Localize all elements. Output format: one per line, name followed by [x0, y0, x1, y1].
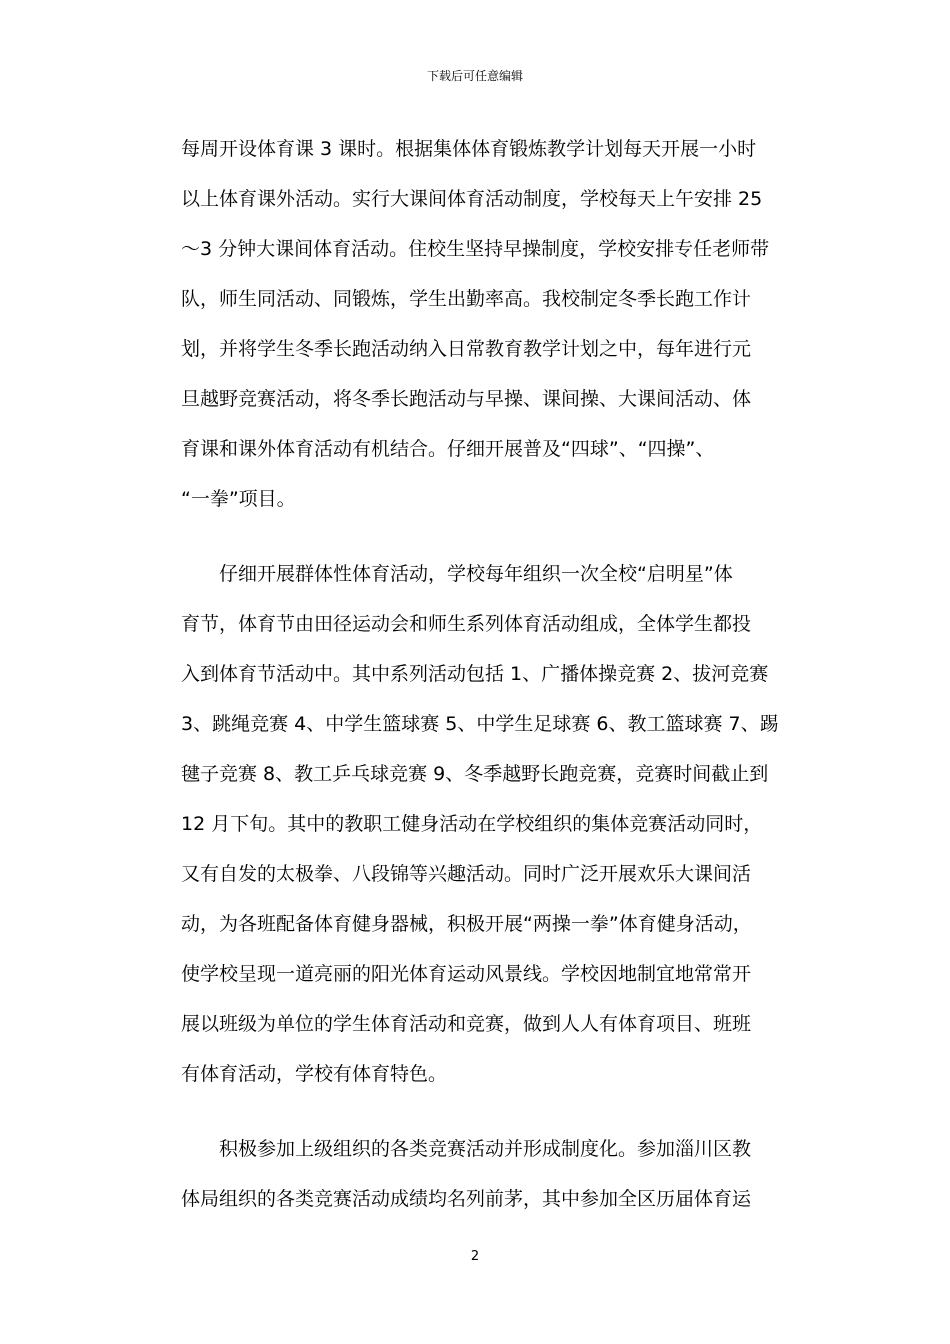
- text-line: 划，并将学生冬季长跑活动纳入日常教育教学计划之中，每年进行元: [181, 338, 752, 360]
- text-line: 旦越野竞赛活动，将冬季长跑活动与早操、课间操、大课间活动、体: [181, 388, 752, 410]
- text-line: 展以班级为单位的学生体育活动和竞赛，做到人人有体育项目、班班: [181, 1013, 752, 1035]
- text-line: 育节，体育节由田径运动会和师生系列体育活动组成，全体学生都投: [181, 613, 752, 635]
- text-line: 3、跳绳竞赛 4、中学生篮球赛 5、中学生足球赛 6、教工篮球赛 7、踢: [181, 713, 779, 735]
- text-line: 有体育活动，学校有体育特色。: [181, 1063, 448, 1085]
- text-line: 毽子竞赛 8、教工乒乓球竞赛 9、冬季越野长跑竞赛，竞赛时间截止到: [181, 763, 769, 785]
- text-line: “一拳”项目。: [181, 488, 296, 510]
- text-line: ～3 分钟大课间体育活动。住校生坚持早操制度，学校安排专任老师带: [181, 238, 770, 260]
- text-line: 又有自发的太极拳、八段锦等兴趣活动。同时广泛开展欢乐大课间活: [181, 863, 752, 885]
- text-line: 队，师生同活动、同锻炼，学生出勤率高。我校制定冬季长跑工作计: [181, 288, 752, 310]
- text-line: 以上体育课外活动。实行大课间体育活动制度，学校每天上午安排 25: [181, 188, 763, 210]
- text-line: 每周开设体育课 3 课时。根据集体体育锻炼教学计划每天开展一小时: [181, 138, 757, 160]
- text-line: 入到体育节活动中。其中系列活动包括 1、广播体操竞赛 2、拔河竞赛: [181, 663, 769, 685]
- text-line: 仔细开展群体性体育活动，学校每年组织一次全校“启明星”体: [219, 563, 733, 585]
- text-line: 育课和课外体育活动有机结合。仔细开展普及“四球”、“四操”、: [181, 438, 715, 460]
- page-number: 2: [470, 1249, 480, 1264]
- text-line: 动，为各班配备体育健身器械，积极开展“两操一拳”体育健身活动，: [181, 913, 752, 935]
- page-header-note: 下载后可任意编辑: [426, 69, 523, 83]
- text-line: 积极参加上级组织的各类竞赛活动并形成制度化。参加淄川区教: [219, 1138, 752, 1160]
- text-line: 体局组织的各类竞赛活动成绩均名列前茅，其中参加全区历届体育运: [181, 1188, 752, 1210]
- text-line: 使学校呈现一道亮丽的阳光体育运动风景线。学校因地制宜地常常开: [181, 963, 752, 985]
- text-line: 12 月下旬。其中的教职工健身活动在学校组织的集体竞赛活动同时，: [181, 813, 763, 835]
